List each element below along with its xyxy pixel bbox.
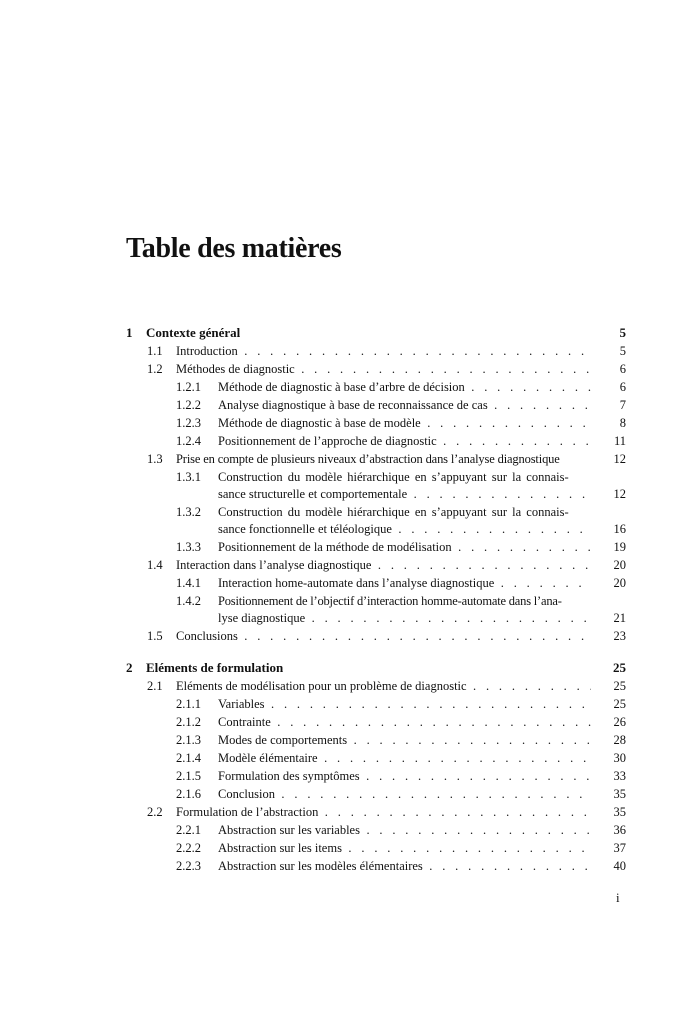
chapter-title: Contexte général — [146, 325, 241, 340]
chapter-page: 5 — [619, 325, 626, 340]
chapter-number: 2 — [126, 660, 133, 675]
chapter-title: Eléments de formulation — [146, 660, 284, 675]
toc-entry-1-3[interactable]: 1.3 Prise en compte de plusieurs niveaux d’abstraction dans l’analyse diagnostique 12 — [147, 452, 626, 466]
toc-entry-2-2[interactable]: 2.2 Formulation de l’abstraction . . . 35 — [147, 805, 626, 821]
toc-entry-2-1[interactable]: 2.1 Eléments de modélisation pour un problème de diagnostic . . . 25 — [147, 679, 626, 695]
chapter-page: 25 — [613, 660, 626, 675]
toc-chapter-1[interactable] — [126, 325, 626, 341]
toc-entry-1-3-2[interactable]: 1.3.2 Construction du modèle hiérarchique en s’appuyant sur la connais- — [176, 505, 569, 519]
toc-entry-2-1-1[interactable]: 2.1.1 Variables . . . 25 — [176, 697, 626, 713]
toc-entry-1-2-3[interactable]: 1.2.3 Méthode de diagnostic à base de modèle . . . 8 — [176, 416, 626, 432]
page-title: Table des matières — [126, 233, 342, 264]
toc-entry-2-1-2[interactable]: 2.1.2 Contrainte . . . 26 — [176, 715, 626, 731]
toc-entry-1-4[interactable]: 1.4 Interaction dans l’analyse diagnostique . . . 20 — [147, 558, 626, 574]
toc-entry-1-2-4[interactable]: 1.2.4 Positionnement de l’approche de diagnostic . . . 11 — [176, 434, 626, 450]
toc-entry-2-1-6[interactable]: 2.1.6 Conclusion . . . 35 — [176, 787, 626, 803]
toc-entry-1-3-1[interactable]: 1.3.1 Construction du modèle hiérarchique en s’appuyant sur la connais- — [176, 470, 569, 484]
toc-entry-1-3-1-cont[interactable]: sance structurelle et comportementale . . . 12 — [176, 487, 626, 503]
toc-entry-2-1-4[interactable]: 2.1.4 Modèle élémentaire . . . 30 — [176, 751, 626, 767]
toc-entry-2-1-5[interactable]: 2.1.5 Formulation des symptômes . . . 33 — [176, 769, 626, 785]
toc-entry-1-4-2[interactable]: 1.4.2 Positionnement de l’objectif d’interaction homme-automate dans l’ana- — [176, 594, 562, 608]
toc-entry-1-4-2-cont[interactable]: lyse diagnostique . . . 21 — [176, 611, 626, 627]
toc-entry-2-1-3[interactable]: 2.1.3 Modes de comportements . . . 28 — [176, 733, 626, 749]
toc-entry-1-2-2[interactable]: 1.2.2 Analyse diagnostique à base de reconnaissance de cas . . . 7 — [176, 398, 626, 414]
toc-entry-1-4-1[interactable]: 1.4.1 Interaction home-automate dans l’analyse diagnostique . . . 20 — [176, 576, 626, 592]
toc-entry-1-2[interactable]: 1.2 Méthodes de diagnostic . . . 6 — [147, 362, 626, 378]
toc-entry-1-2-1[interactable]: 1.2.1 Méthode de diagnostic à base d’arbre de décision . . . 6 — [176, 380, 626, 396]
chapter-number: 1 — [126, 325, 133, 340]
toc-entry-1-3-2-cont[interactable]: sance fonctionnelle et téléologique . . . 16 — [176, 522, 626, 538]
toc-entry-1-3-3[interactable]: 1.3.3 Positionnement de la méthode de modélisation . . . 19 — [176, 540, 626, 556]
toc-entry-2-2-3[interactable]: 2.2.3 Abstraction sur les modèles élémentaires . . . 40 — [176, 859, 626, 875]
page-number: i — [616, 890, 620, 905]
toc-entry-1-5[interactable]: 1.5 Conclusions . . . 23 — [147, 629, 626, 645]
toc-entry-1-1[interactable]: 1.1 Introduction . . . 5 — [147, 344, 626, 360]
toc-chapter-2[interactable] — [126, 660, 626, 676]
toc-entry-2-2-2[interactable]: 2.2.2 Abstraction sur les items . . . 37 — [176, 841, 626, 857]
toc-entry-2-2-1[interactable]: 2.2.1 Abstraction sur les variables . . . 36 — [176, 823, 626, 839]
